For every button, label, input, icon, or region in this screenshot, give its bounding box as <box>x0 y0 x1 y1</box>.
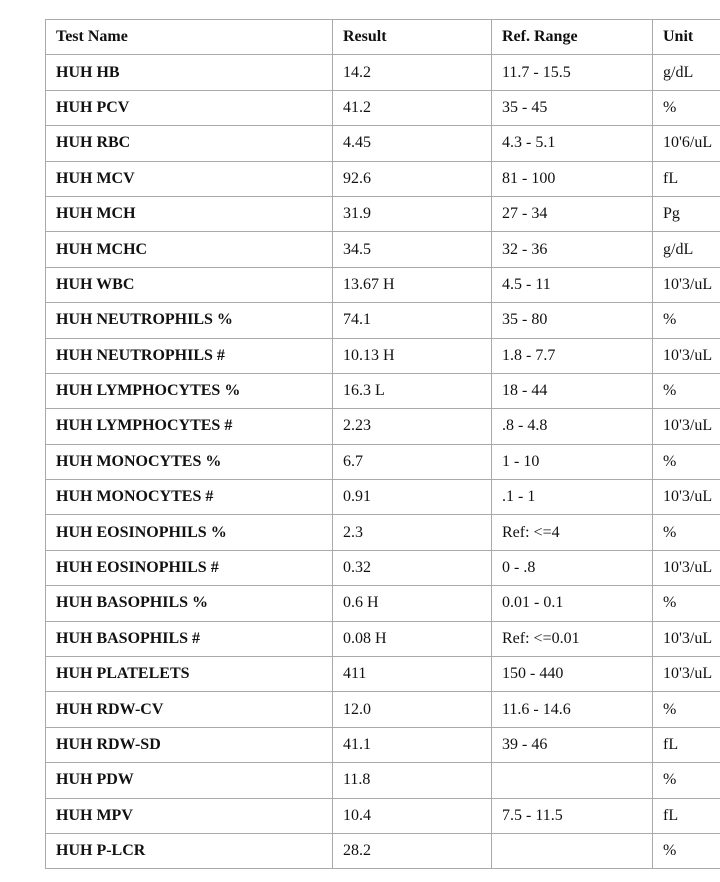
ref-range-cell: Ref: <=4 <box>492 515 653 550</box>
unit-cell: 10'3/uL <box>653 338 720 373</box>
unit-cell: 10'3/uL <box>653 550 720 585</box>
result-cell: 92.6 <box>333 161 492 196</box>
test-name-cell: HUH EOSINOPHILS # <box>46 550 333 585</box>
table-row <box>46 373 720 408</box>
table-row <box>46 126 720 161</box>
ref-range-cell <box>492 833 653 868</box>
unit-cell: fL <box>653 727 720 762</box>
ref-range-cell: 27 - 34 <box>492 196 653 231</box>
test-name-cell: HUH PCV <box>46 90 333 125</box>
test-name-cell: HUH MPV <box>46 798 333 833</box>
ref-range-cell: 11.6 - 14.6 <box>492 692 653 727</box>
test-name-cell: HUH BASOPHILS # <box>46 621 333 656</box>
table-row <box>46 55 720 90</box>
test-name-cell: HUH PDW <box>46 763 333 798</box>
test-name-cell: HUH MCH <box>46 196 333 231</box>
ref-range-cell: 11.7 - 15.5 <box>492 55 653 90</box>
result-cell: 16.3 L <box>333 373 492 408</box>
table-row <box>46 196 720 231</box>
ref-range-cell: 1.8 - 7.7 <box>492 338 653 373</box>
unit-cell: fL <box>653 798 720 833</box>
result-cell: 14.2 <box>333 55 492 90</box>
table-row <box>46 833 720 868</box>
result-cell: 2.3 <box>333 515 492 550</box>
result-cell: 6.7 <box>333 444 492 479</box>
test-name-cell: HUH RBC <box>46 126 333 161</box>
ref-range-cell <box>492 763 653 798</box>
table-row <box>46 90 720 125</box>
ref-range-cell: 18 - 44 <box>492 373 653 408</box>
result-cell: 0.91 <box>333 480 492 515</box>
result-cell: 12.0 <box>333 692 492 727</box>
unit-cell: % <box>653 444 720 479</box>
table-row <box>46 727 720 762</box>
result-cell: 4.45 <box>333 126 492 161</box>
result-cell: 11.8 <box>333 763 492 798</box>
unit-cell: 10'3/uL <box>653 621 720 656</box>
unit-cell: 10'6/uL <box>653 126 720 161</box>
ref-range-cell: 81 - 100 <box>492 161 653 196</box>
header-test-name: Test Name <box>46 20 333 55</box>
unit-cell: fL <box>653 161 720 196</box>
table-row <box>46 303 720 338</box>
test-name-cell: HUH LYMPHOCYTES % <box>46 373 333 408</box>
test-name-cell: HUH MONOCYTES # <box>46 480 333 515</box>
header-unit: Unit <box>653 20 720 55</box>
test-name-cell: HUH MONOCYTES % <box>46 444 333 479</box>
test-name-cell: HUH RDW-CV <box>46 692 333 727</box>
test-name-cell: HUH NEUTROPHILS # <box>46 338 333 373</box>
ref-range-cell: 32 - 36 <box>492 232 653 267</box>
result-cell: 0.6 H <box>333 586 492 621</box>
result-cell: 2.23 <box>333 409 492 444</box>
test-name-cell: HUH MCV <box>46 161 333 196</box>
ref-range-cell: 0 - .8 <box>492 550 653 585</box>
result-cell: 41.1 <box>333 727 492 762</box>
result-cell: 10.13 H <box>333 338 492 373</box>
result-cell: 411 <box>333 657 492 692</box>
unit-cell: % <box>653 90 720 125</box>
table-row <box>46 232 720 267</box>
unit-cell: g/dL <box>653 232 720 267</box>
result-cell: 0.32 <box>333 550 492 585</box>
ref-range-cell: 0.01 - 0.1 <box>492 586 653 621</box>
test-name-cell: HUH RDW-SD <box>46 727 333 762</box>
test-name-cell: HUH HB <box>46 55 333 90</box>
result-cell: 10.4 <box>333 798 492 833</box>
test-name-cell: HUH PLATELETS <box>46 657 333 692</box>
unit-cell: % <box>653 586 720 621</box>
table-row <box>46 763 720 798</box>
unit-cell: g/dL <box>653 55 720 90</box>
ref-range-cell: 7.5 - 11.5 <box>492 798 653 833</box>
test-name-cell: HUH EOSINOPHILS % <box>46 515 333 550</box>
table-header-row <box>46 20 720 55</box>
ref-range-cell: 1 - 10 <box>492 444 653 479</box>
table-row <box>46 515 720 550</box>
result-cell: 31.9 <box>333 196 492 231</box>
table-row <box>46 480 720 515</box>
lab-results-table <box>45 19 720 869</box>
unit-cell: % <box>653 373 720 408</box>
unit-cell: 10'3/uL <box>653 409 720 444</box>
ref-range-cell: 35 - 80 <box>492 303 653 338</box>
unit-cell: 10'3/uL <box>653 657 720 692</box>
table-row <box>46 444 720 479</box>
table-row <box>46 267 720 302</box>
table-row <box>46 338 720 373</box>
ref-range-cell: Ref: <=0.01 <box>492 621 653 656</box>
ref-range-cell: 4.3 - 5.1 <box>492 126 653 161</box>
table-row <box>46 550 720 585</box>
ref-range-cell: 39 - 46 <box>492 727 653 762</box>
test-name-cell: HUH MCHC <box>46 232 333 267</box>
result-cell: 41.2 <box>333 90 492 125</box>
unit-cell: 10'3/uL <box>653 480 720 515</box>
unit-cell: % <box>653 692 720 727</box>
unit-cell: % <box>653 763 720 798</box>
test-name-cell: HUH BASOPHILS % <box>46 586 333 621</box>
unit-cell: 10'3/uL <box>653 267 720 302</box>
unit-cell: Pg <box>653 196 720 231</box>
header-result: Result <box>333 20 492 55</box>
header-ref-range: Ref. Range <box>492 20 653 55</box>
test-name-cell: HUH WBC <box>46 267 333 302</box>
table-row <box>46 798 720 833</box>
test-name-cell: HUH LYMPHOCYTES # <box>46 409 333 444</box>
result-cell: 28.2 <box>333 833 492 868</box>
ref-range-cell: 150 - 440 <box>492 657 653 692</box>
table-row <box>46 409 720 444</box>
table-row <box>46 586 720 621</box>
table-body <box>46 55 720 869</box>
result-cell: 34.5 <box>333 232 492 267</box>
table-row <box>46 161 720 196</box>
table-row <box>46 657 720 692</box>
ref-range-cell: 4.5 - 11 <box>492 267 653 302</box>
unit-cell: % <box>653 303 720 338</box>
ref-range-cell: 35 - 45 <box>492 90 653 125</box>
unit-cell: % <box>653 515 720 550</box>
unit-cell: % <box>653 833 720 868</box>
test-name-cell: HUH NEUTROPHILS % <box>46 303 333 338</box>
result-cell: 0.08 H <box>333 621 492 656</box>
table-row <box>46 621 720 656</box>
ref-range-cell: .1 - 1 <box>492 480 653 515</box>
result-cell: 74.1 <box>333 303 492 338</box>
test-name-cell: HUH P-LCR <box>46 833 333 868</box>
table-row <box>46 692 720 727</box>
result-cell: 13.67 H <box>333 267 492 302</box>
ref-range-cell: .8 - 4.8 <box>492 409 653 444</box>
